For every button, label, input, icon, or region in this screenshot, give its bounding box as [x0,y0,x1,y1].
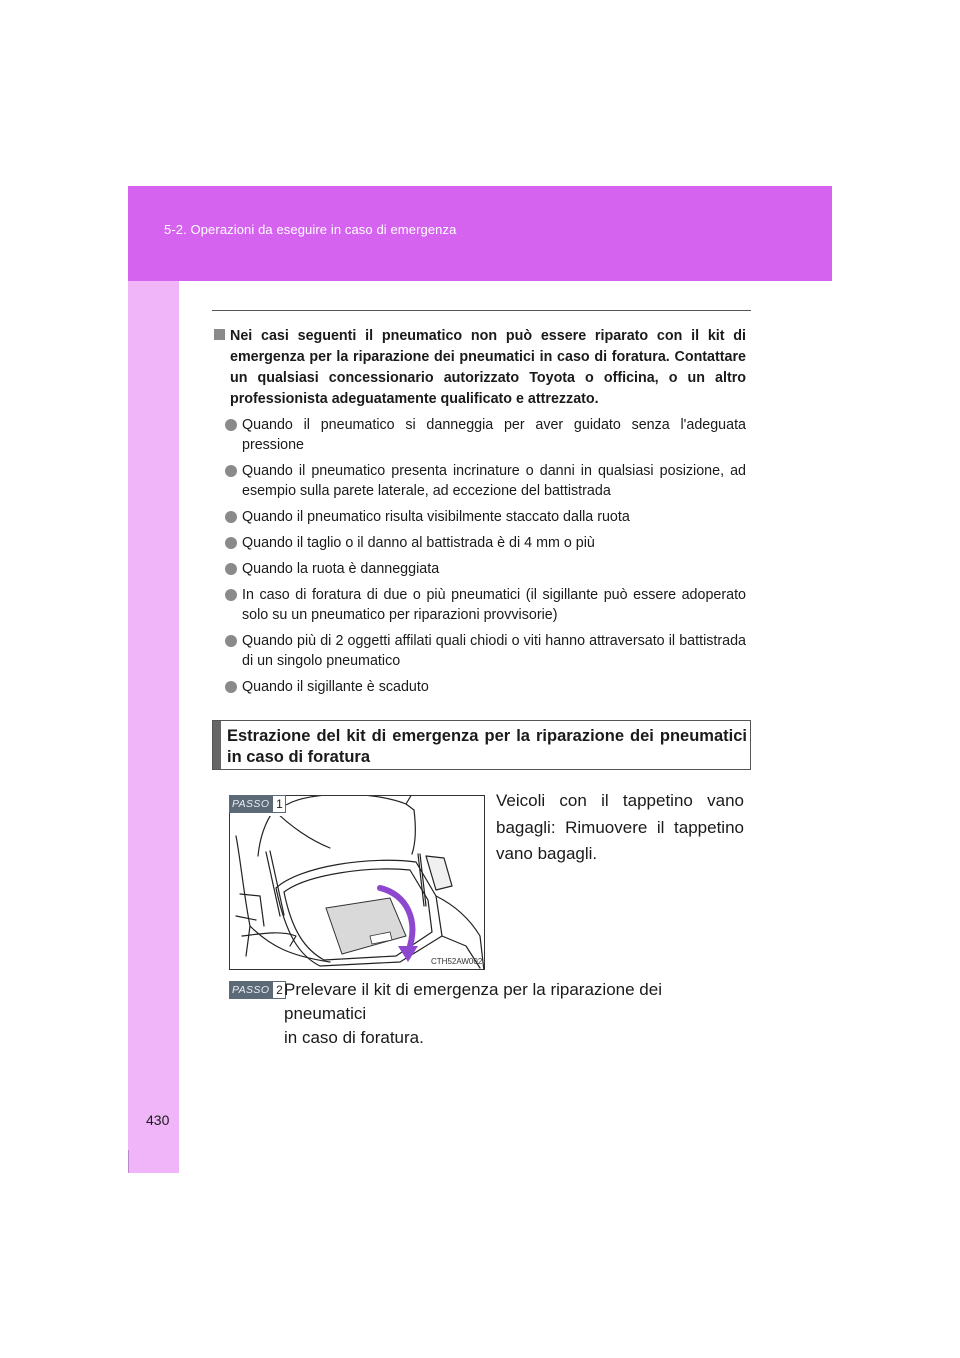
list-item-text: Quando il pneumatico si danneggia per aver guidato senza l'adeguata pressione [242,417,746,453]
step-word: PASSO [229,981,272,999]
top-rule [212,310,751,311]
list-item-text: Quando il pneumatico risulta visibilmente staccato dalla ruota [242,509,630,525]
list-item-text: Quando la ruota è danneggiata [242,561,440,577]
section-heading-bar [213,721,221,769]
list-item-text: Quando più di 2 oggetti affilati quali chiodi o viti hanno attraversato il battistrada di un singolo pneumatico [242,633,746,669]
list-item-text: In caso di foratura di due o più pneumatici (il sigillante può essere adoperato solo su un pneumatico per riparazioni provvisorie) [242,587,746,623]
figure-code: CTH52AW002 [431,957,483,966]
chapter-section-title: 5-2. Operazioni da eseguire in caso di emergenza [164,222,457,237]
list-item-text: Quando il taglio o il danno al battistrada è di 4 mm o più [242,535,595,551]
notice-list [214,415,746,697]
trunk-illustration [229,795,485,970]
notice-block [214,326,746,703]
section-heading-title: Estrazione del kit di emergenza per la riparazione dei pneumatici in caso di foratura [227,727,747,766]
step-2-badge [229,981,286,999]
list-item-text: Quando il sigillante è scaduto [242,679,429,695]
side-tick-mark [128,1150,129,1173]
bullet-dot-icon [225,681,237,693]
section-heading-box [212,720,751,770]
step-number: 1 [272,795,286,813]
trunk-drawing-icon [230,796,485,970]
step-word: PASSO [229,795,272,813]
bullet-dot-icon [225,511,237,523]
list-item [214,461,746,501]
step-2-text [284,978,746,1050]
list-item [214,585,746,625]
bullet-dot-icon [225,563,237,575]
step-1-text: Veicoli con il tappetino vano bagagli: Rimuovere il tappetino vano bagagli. [496,791,744,863]
notice-title-text: Nei casi seguenti il pneumatico non può essere riparato con il kit di emergenza per la riparazione dei pneumatici in caso di foratura. Contattare un qualsiasi concessionario autorizzato Toyota o officina, o un altro professionista adeguatamente qualificato e attrezzato. [230,328,746,407]
step-1-badge [229,795,286,813]
step-number: 2 [272,981,286,999]
chapter-side-band [128,281,179,1173]
bullet-dot-icon [225,635,237,647]
bullet-dot-icon [225,465,237,477]
list-item [214,507,746,527]
step-2-text-line-2: in caso di foratura. [284,1028,424,1047]
list-item [214,631,746,671]
list-item-text: Quando il pneumatico presenta incrinature o danni in qualsiasi posizione, ad esempio sulla parete laterale, ad eccezione del battistrada [242,463,746,499]
page-number: 430 [146,1112,170,1128]
notice-title [214,326,746,410]
list-item [214,415,746,455]
step-2-text-line-1: Prelevare il kit di emergenza per la riparazione dei pneumatici [284,980,662,1023]
bullet-dot-icon [225,537,237,549]
bullet-dot-icon [225,589,237,601]
list-item [214,533,746,553]
square-bullet-icon [214,329,225,340]
bullet-dot-icon [225,419,237,431]
list-item [214,677,746,697]
list-item [214,559,746,579]
